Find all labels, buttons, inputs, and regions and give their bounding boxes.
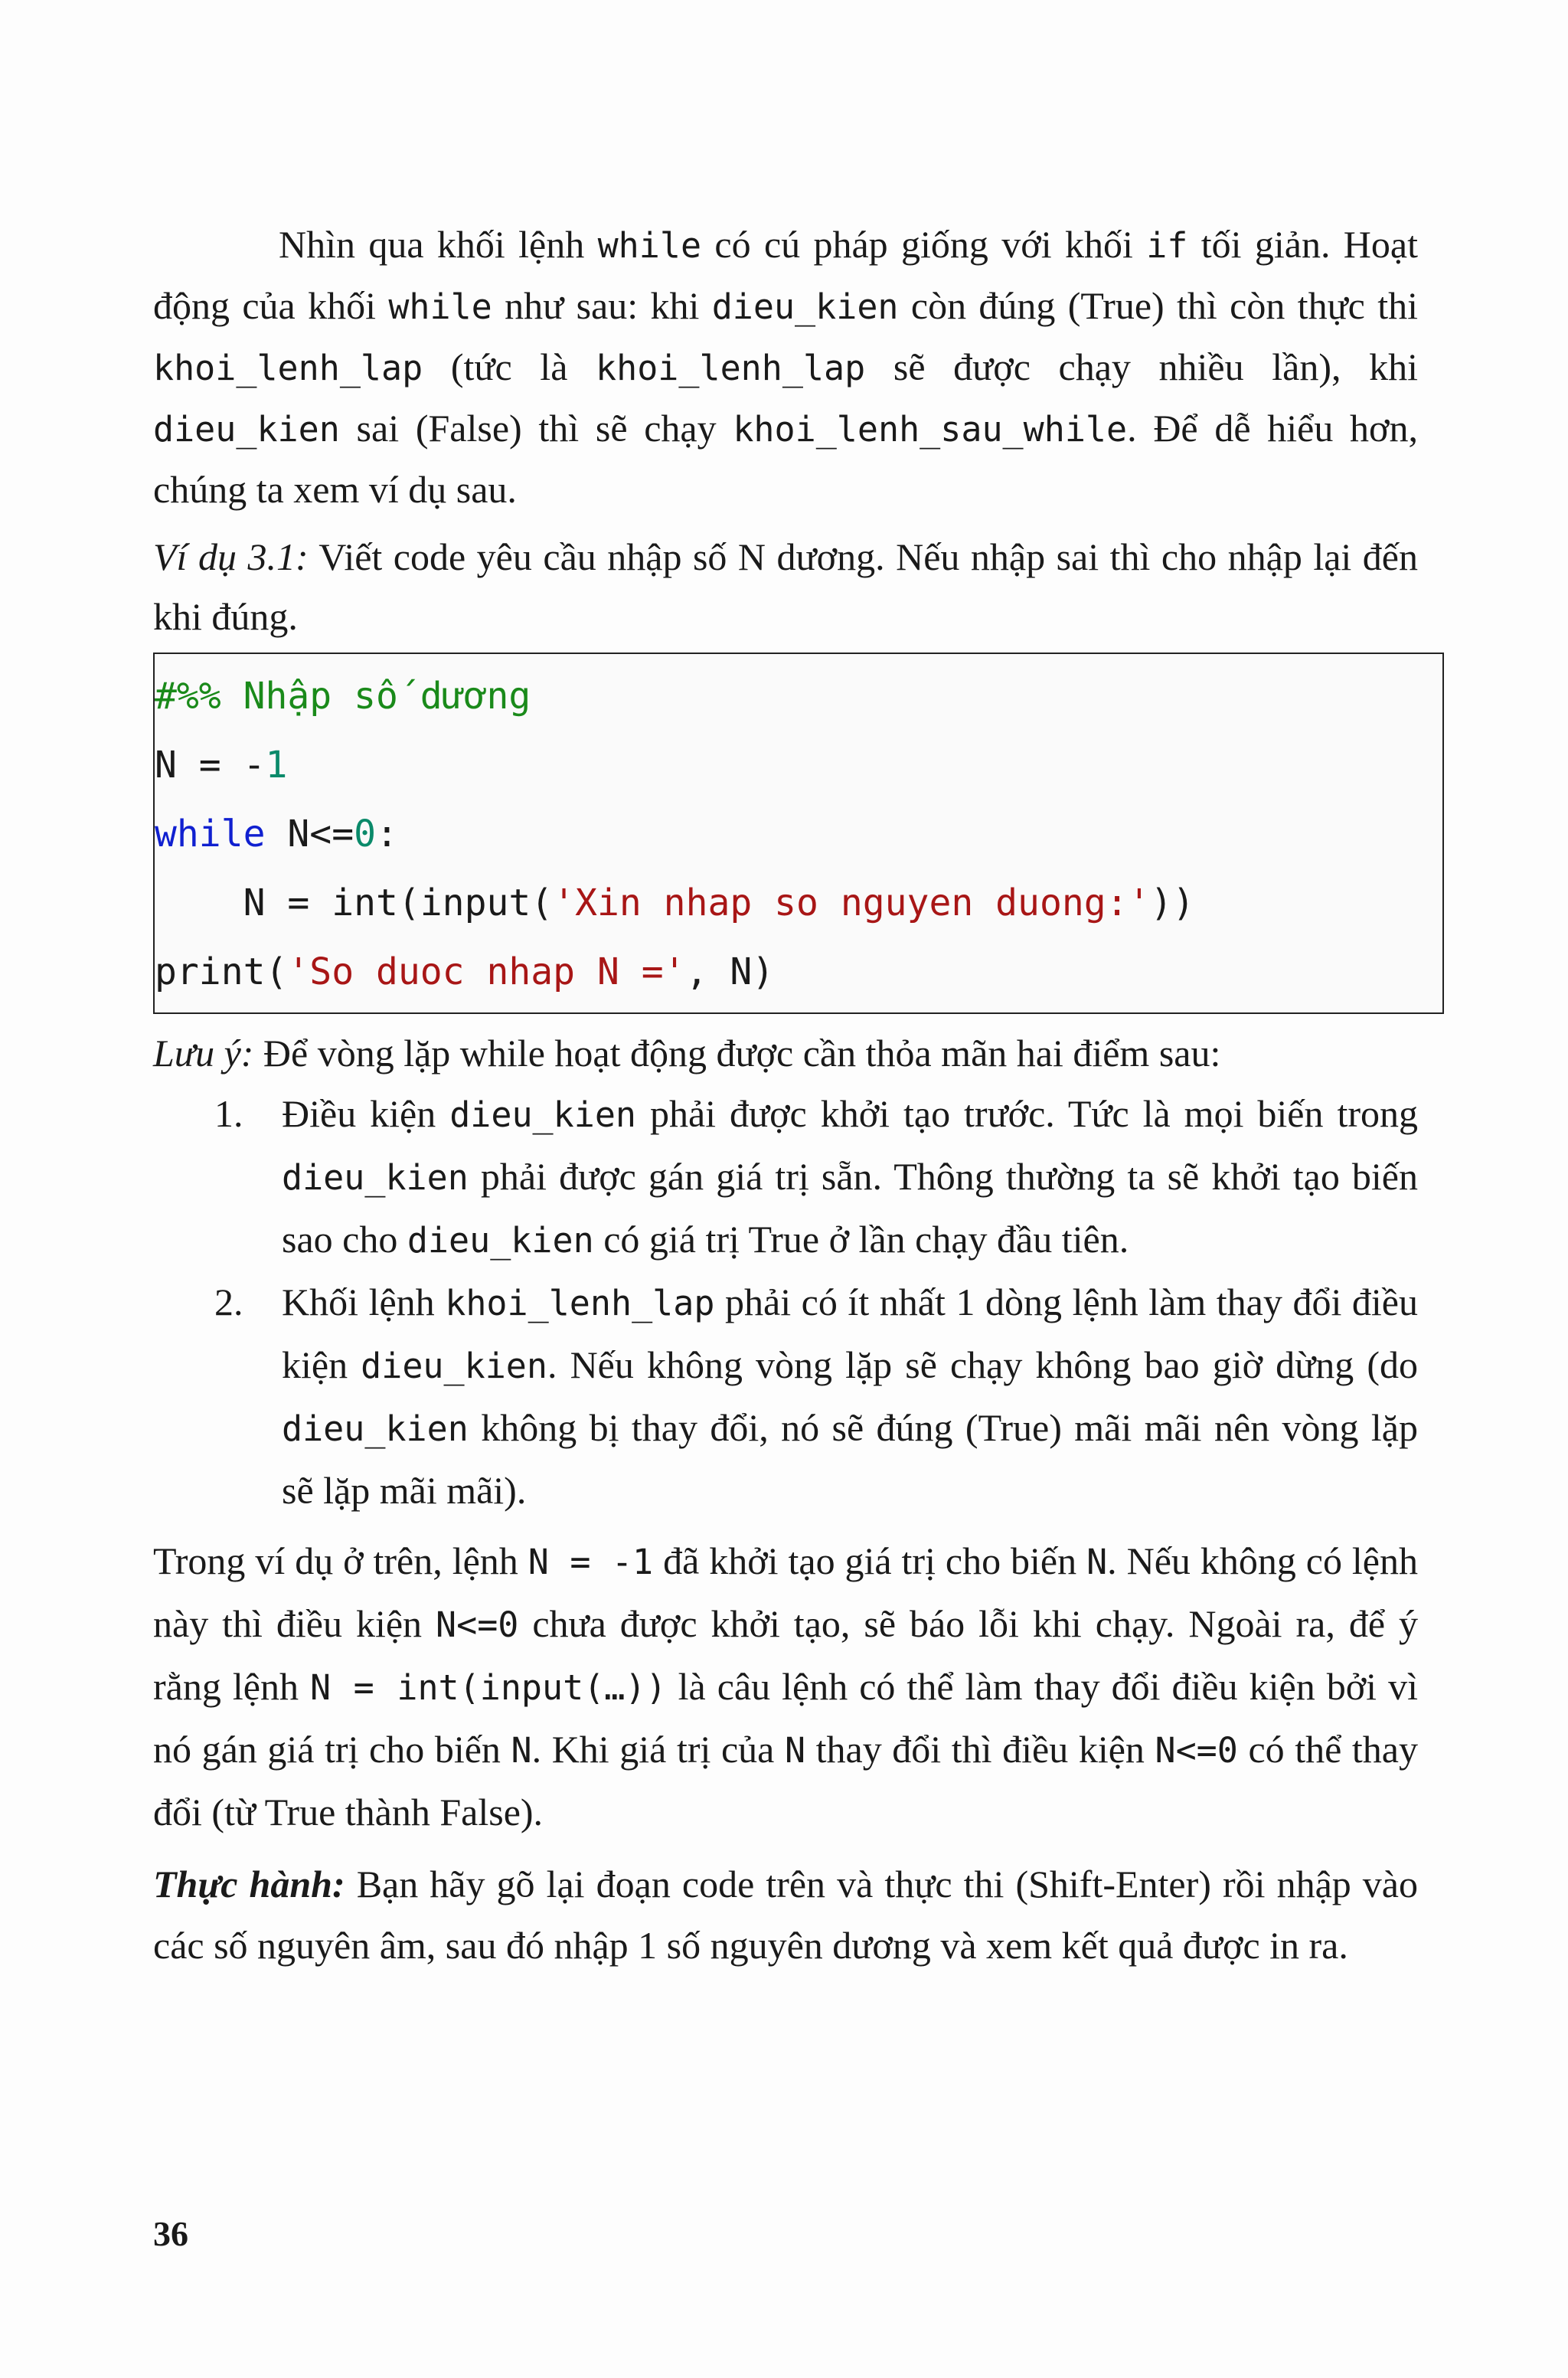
practice-label: Thực hành: <box>153 1863 345 1905</box>
text: phải được khởi tạo trước. Tức là mọi biến trong <box>636 1092 1418 1135</box>
list-item <box>153 1271 1418 1521</box>
example-label: Ví dụ 3.1: <box>153 535 309 578</box>
example-text: Viết code yêu cầu nhập số N dương. Nếu nhập sai thì cho nhập lại đến khi đúng. <box>153 535 1419 638</box>
inline-code: if <box>1146 225 1188 266</box>
inline-code: N <box>511 1730 532 1771</box>
code-line-1 <box>155 662 1442 731</box>
text: sẽ được chạy nhiều lần), khi <box>865 345 1419 388</box>
text: không bị thay đổi, nó sẽ đúng (True) mãi mãi nên vòng lặp sẽ lặp mãi mãi). <box>282 1406 1418 1512</box>
text: (tức là <box>423 345 596 388</box>
code-text: )) <box>1150 882 1195 924</box>
text: có cú pháp giống với khối <box>701 223 1147 266</box>
code-line-2 <box>155 731 1442 800</box>
code-text: N = int(input( <box>155 882 554 924</box>
note-label: Lưu ý: <box>153 1032 254 1075</box>
text: . Để dễ hiểu hơn, chúng ta xem ví dụ sau. <box>153 407 1418 511</box>
inline-code: dieu_kien <box>282 1157 469 1198</box>
text: có giá trị True ở lần chạy đầu tiên. <box>593 1218 1129 1261</box>
conditions-list <box>153 1083 1418 1521</box>
code-comment: #%% Nhập số dương <box>155 675 531 718</box>
page-content <box>153 214 1418 1976</box>
code-line-5 <box>155 937 1442 1006</box>
text: còn đúng (True) thì còn thực thi <box>898 284 1418 327</box>
inline-code: dieu_kien <box>407 1220 594 1261</box>
code-text: print( <box>155 950 288 993</box>
text: có thể thay đổi (từ True thành False). <box>153 1728 1418 1833</box>
code-string: 'So duoc nhap N =' <box>287 950 686 993</box>
inline-code: khoi_lenh_lap <box>596 348 866 388</box>
inline-code: khoi_lenh_sau_while <box>733 409 1128 450</box>
inline-code: while <box>597 225 702 266</box>
inline-code: N<=0 <box>1155 1730 1238 1771</box>
text: sai (False) thì sẽ chạy <box>339 407 733 450</box>
text: Khối lệnh <box>282 1281 446 1323</box>
code-keyword: while <box>155 813 266 855</box>
inline-code: N <box>1086 1542 1108 1582</box>
text: đã khởi tạo giá trị cho biến <box>653 1539 1087 1582</box>
note-text: Để vòng lặp while hoạt động được cần thỏa mãn hai điểm sau: <box>253 1032 1221 1075</box>
practice-paragraph <box>153 1853 1418 1976</box>
inline-code: dieu_kien <box>711 286 899 327</box>
code-block <box>153 653 1444 1014</box>
inline-code: dieu_kien <box>282 1408 469 1449</box>
inline-code: N <box>784 1730 806 1771</box>
text: Trong ví dụ ở trên, lệnh <box>153 1539 528 1582</box>
text: phải được gán giá trị sẵn. Thông thường ta sẽ khởi tạo biến sao cho <box>282 1155 1418 1261</box>
code-text: : <box>376 813 398 855</box>
example-paragraph <box>153 527 1418 646</box>
text: thay đổi thì điều kiện <box>805 1728 1155 1771</box>
text: như sau: khi <box>492 284 712 327</box>
text: chưa được khởi tạo, sẽ báo lỗi khi chạy. Ngoài ra, để ý rằng lệnh <box>153 1602 1418 1708</box>
inline-code: N = int(input(…)) <box>309 1667 667 1708</box>
text: Điều kiện <box>282 1092 450 1135</box>
code-line-3 <box>155 800 1442 868</box>
text: . Nếu không có lệnh này thì điều kiện <box>153 1539 1419 1645</box>
list-number: 2. <box>214 1281 243 1323</box>
text: phải có ít nhất 1 dòng lệnh làm thay đổi điều kiện <box>282 1281 1418 1386</box>
inline-code: while <box>388 286 492 327</box>
inline-code: dieu_kien <box>449 1094 637 1135</box>
code-number: 1 <box>265 744 288 787</box>
inline-code: dieu_kien <box>361 1346 547 1386</box>
inline-code: khoi_lenh_lap <box>153 348 423 388</box>
intro-paragraph <box>153 214 1418 519</box>
inline-code: N<=0 <box>436 1604 519 1645</box>
code-string: 'Xin nhap so nguyen duong:' <box>553 882 1151 924</box>
list-number: 1. <box>214 1092 243 1135</box>
text: . Nếu không vòng lặp sẽ chạy không bao giờ dừng (do <box>547 1343 1418 1386</box>
text: Nhìn qua khối lệnh <box>279 223 598 266</box>
text: . Khi giá trị của <box>531 1728 785 1771</box>
code-text: N = - <box>155 744 266 787</box>
inline-code: N = -1 <box>528 1542 654 1582</box>
practice-text: Bạn hãy gõ lại đoạn code trên và thực thi (Shift-Enter) rồi nhập vào các số nguyên âm, sau đó nhập 1 số nguyên dương và xem kết quả được in ra. <box>153 1863 1419 1967</box>
explanation-paragraph <box>153 1530 1418 1843</box>
code-text: N<= <box>265 813 354 855</box>
code-text: , N) <box>685 950 775 993</box>
inline-code: khoi_lenh_lap <box>445 1283 715 1323</box>
text: là câu lệnh có thể làm thay đổi điều kiện bởi vì nó gán giá trị cho biến <box>153 1665 1418 1771</box>
code-number: 0 <box>354 813 376 855</box>
code-line-4 <box>155 868 1442 937</box>
note-paragraph <box>153 1023 1418 1083</box>
list-item <box>153 1083 1418 1271</box>
text: tối giản. Hoạt động của khối <box>153 223 1419 327</box>
inline-code: dieu_kien <box>153 409 340 450</box>
page-number: 36 <box>153 2214 188 2253</box>
